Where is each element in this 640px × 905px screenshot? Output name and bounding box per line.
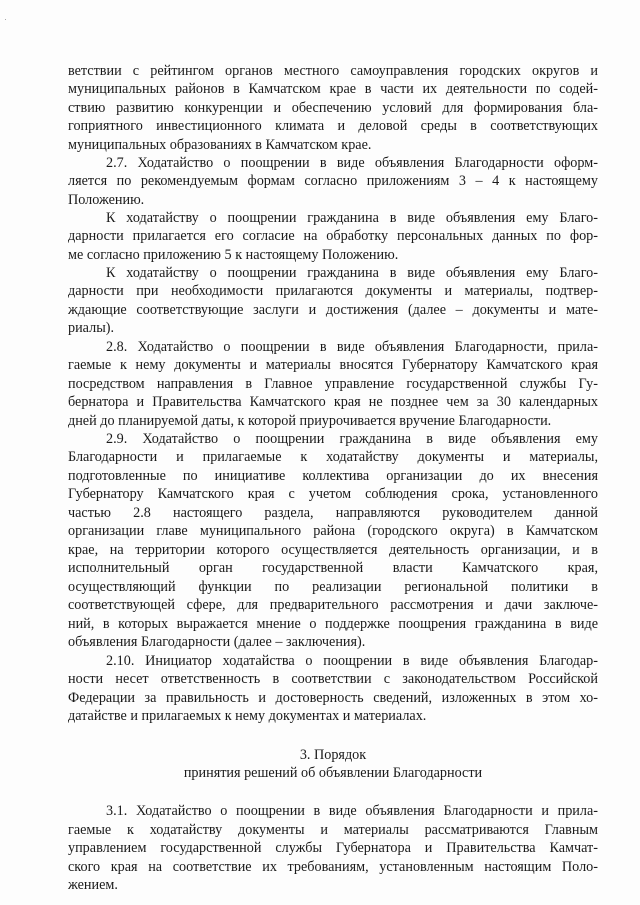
text-line: Федерации за правильность и достоверность сведений, изложенных в этом хо-: [68, 689, 598, 706]
text-line: Положению.: [68, 191, 145, 208]
paragraph-continuation: [68, 62, 598, 154]
text-line: К ходатайству о поощрении гражданина в виде объявления ему Благо-: [106, 265, 598, 281]
text-line: гаемые к ходатайству документы и материалы рассматриваются Главным: [68, 821, 598, 838]
scan-speck: ·: [4, 14, 7, 24]
text-line: объявления Благодарности (далее – заключения).: [68, 634, 366, 651]
text-line: муниципальных районов в Камчатском крае в части их деятельности по содей-: [68, 81, 598, 98]
text-line: осуществляющий функции по реализации региональной политики в: [68, 578, 598, 595]
text-line: 3.1. Ходатайство о поощрении в виде объявления Благодарности и прила-: [106, 803, 598, 820]
text-line: ляется по рекомендуемым формам согласно приложениям 3 – 4 к настоящему: [68, 173, 598, 190]
text-line: 2.9. Ходатайство о поощрении гражданина в виде объявления ему: [106, 431, 598, 447]
text-line: Губернатору Камчатского края с учетом соблюдения срока, установленного: [68, 486, 598, 503]
text-line: датайстве и прилагаемых к нему документах и материалах.: [68, 708, 427, 725]
section-number: 3. Порядок: [299, 746, 367, 763]
paragraph-2-8: [68, 338, 598, 430]
text-line: управлением государственной службы Губернатора и Правительства Камчат-: [68, 840, 598, 857]
text-line: бернатора и Правительства Камчатского края не позднее чем за 30 календарных: [68, 394, 598, 411]
text-line: жением.: [68, 877, 118, 894]
paragraph-2-9: [68, 430, 598, 652]
text-line: ности несет ответственность в соответствии с законодательством Российской: [68, 671, 598, 688]
text-line: посредством направления в Главное управление государственной службы Гу-: [68, 375, 598, 392]
text-line: ме согласно приложению 5 к настоящему Положению.: [68, 246, 399, 263]
text-line: гоприятного инвестиционного климата и деловой среды в соответствующих: [68, 118, 598, 135]
text-line: муниципальных образованиях в Камчатском крае.: [68, 136, 372, 153]
text-line: исполнительный орган государственной власти Камчатского края,: [68, 560, 598, 577]
text-line: ствию развитию конкуренции и обеспечению условий для формирования бла-: [68, 99, 598, 116]
text-line: дарности прилагается его согласие на обработку персональных данных по фор-: [68, 228, 598, 245]
text-line: ний, в которых выражается мнение о поддержке поощрения гражданина в виде: [68, 615, 598, 632]
text-line: К ходатайству о поощрении гражданина в виде объявления ему Благо-: [106, 210, 598, 226]
text-line: организации главе муниципального района (городского округа) в Камчатском: [68, 523, 598, 540]
paragraph-2-10: [68, 652, 598, 726]
paragraph-2-7: [68, 154, 598, 209]
text-line: подготовленные по инициативе коллектива организации до их внесения: [68, 467, 598, 484]
text-line: гаемые к нему документы и материалы вносятся Губернатору Камчатского края: [68, 357, 598, 374]
text-line: ждающие соответствующие заслуги и достижения (далее – документы и мате-: [68, 301, 598, 318]
paragraph-3-1: [68, 802, 598, 894]
paragraph-documents: [68, 264, 598, 338]
text-line: риалы).: [68, 320, 114, 337]
text-line: ского края на соответствие их требованиям, установленным настоящим Поло-: [68, 858, 598, 875]
text-line: соответствующей сфере, для предварительного рассмотрения и дачи заключе-: [68, 597, 598, 614]
section-heading: [68, 746, 598, 783]
text-line: крае, на территории которого осуществляется деятельность организации, и в: [68, 541, 598, 558]
text-line: дарности при необходимости прилагаются документы и материалы, подтвер-: [68, 283, 598, 300]
text-line: 2.10. Инициатор ходатайства о поощрении в виде объявления Благодар-: [106, 653, 598, 669]
section-title: принятия решений об объявлении Благодарности: [183, 765, 483, 782]
text-line: Благодарности и прилагаемые к ходатайству документы и материалы,: [68, 449, 598, 466]
text-line: дней до планируемой даты, к которой приурочивается вручение Благодарности.: [68, 412, 552, 429]
paragraph-consent: [68, 209, 598, 264]
text-line: 2.7. Ходатайство о поощрении в виде объявления Благодарности оформ-: [106, 155, 598, 171]
text-line: ветствии с рейтингом органов местного самоуправления городских округов и: [68, 63, 598, 79]
text-line: 2.8. Ходатайство о поощрении в виде объявления Благодарности, прила-: [106, 339, 598, 355]
text-line: частью 2.8 настоящего раздела, направляются руководителем данной: [68, 504, 598, 521]
